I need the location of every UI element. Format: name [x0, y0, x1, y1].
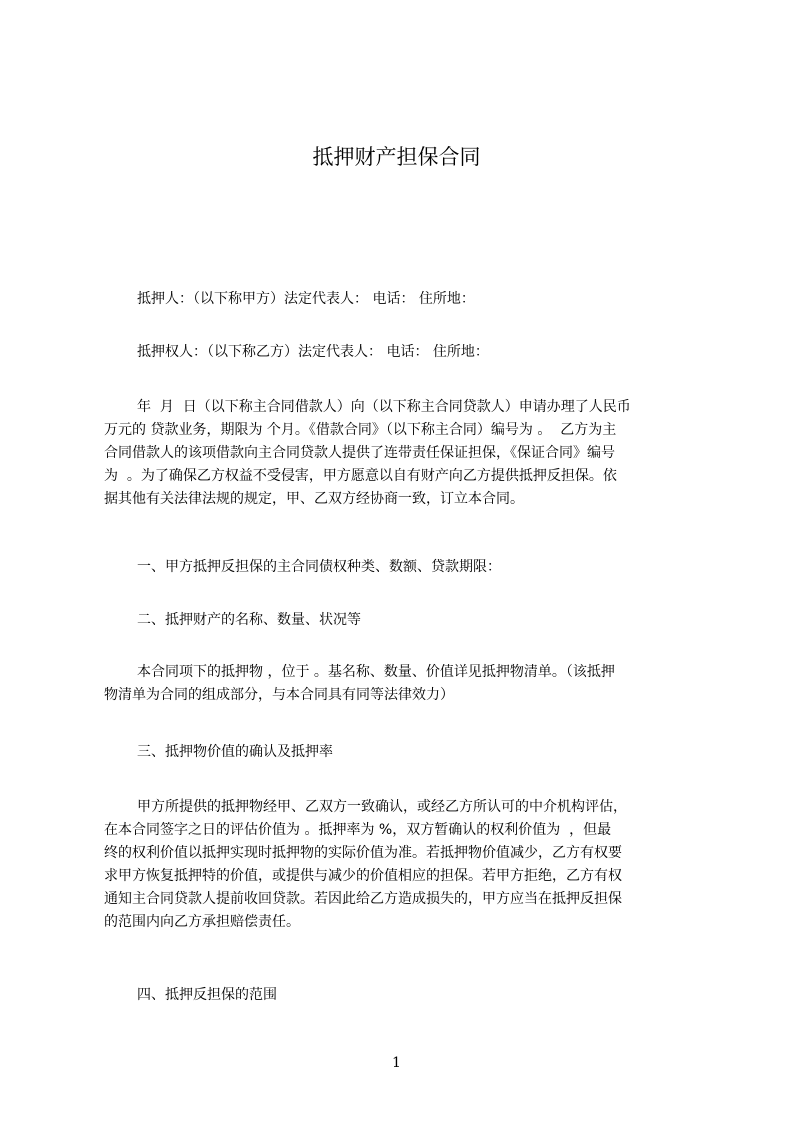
text-line: 合同借款人的该项借款向主合同贷款人提供了连带责任保证担保，《保证合同》编号 — [104, 445, 615, 461]
section-heading-1 — [104, 556, 704, 579]
text-line: 二、抵押财产的名称、数量、状况等 — [137, 612, 361, 628]
section-heading-2 — [104, 609, 704, 632]
page-number: 1 — [392, 1055, 401, 1071]
text-line: 通知主合同贷款人提前收回贷款。若因此给乙方造成损失的，甲方应当在抵押反担保 — [104, 891, 622, 907]
text-line: 一、甲方抵押反担保的主合同债权种类、数额、贷款期限： — [137, 559, 501, 575]
text-line: 万元的 贷款业务，期限为 个月。《借款合同》（以下称主合同）编号为 。 乙方为主 — [104, 422, 617, 438]
paragraph-valuation — [104, 796, 704, 934]
document-title: 抵押财产担保合同 — [312, 145, 481, 169]
text-line: 三、抵押物价值的确认及抵押率 — [137, 744, 333, 760]
paragraph-mortgagor — [104, 288, 704, 311]
text-line: 甲方所提供的抵押物经甲、乙双方一致确认，或经乙方所认可的中介机构评估， — [137, 799, 627, 815]
text-line: 抵押权人：（以下称乙方）法定代表人： 电话： 住所地： — [137, 344, 489, 360]
text-line: 物清单为合同的组成部分，与本合同具有同等法律效力） — [104, 687, 454, 703]
text-line: 本合同项下的抵押物 ，位于 。基名称、数量、价值详见抵押物清单。（该抵押 — [137, 664, 615, 680]
text-line: 的范围内向乙方承担赔偿责任。 — [104, 914, 300, 930]
text-line: 据其他有关法律法规的规定，甲、乙双方经协商一致，订立本合同。 — [104, 491, 524, 507]
text-line: 四、抵押反担保的范围 — [137, 987, 277, 1003]
paragraph-mortgagee — [104, 341, 704, 364]
text-line: 为 。为了确保乙方权益不受侵害，甲方愿意以自有财产向乙方提供抵押反担保。依 — [104, 468, 617, 484]
text-line: 终的权利价值以抵押实现时抵押物的实际价值为准。若抵押物价值减少，乙方有权要 — [104, 845, 622, 861]
section-heading-4 — [104, 984, 704, 1007]
paragraph-collateral — [104, 661, 704, 707]
text-line: 在本合同签字之日的评估价值为 。抵押率为 %，双方暂确认的权利价值为 ，但最 — [104, 822, 612, 838]
text-line: 求甲方恢复抵押特的价值，或提供与减少的价值相应的担保。若甲方拒绝，乙方有权 — [104, 868, 622, 884]
paragraph-preamble — [104, 396, 704, 511]
text-line: 年 月 日（以下称主合同借款人）向（以下称主合同贷款人）申请办理了人民币 — [137, 399, 631, 415]
text-line: 抵押人：（以下称甲方）法定代表人： 电话： 住所地： — [137, 291, 475, 307]
section-heading-3 — [104, 741, 704, 764]
